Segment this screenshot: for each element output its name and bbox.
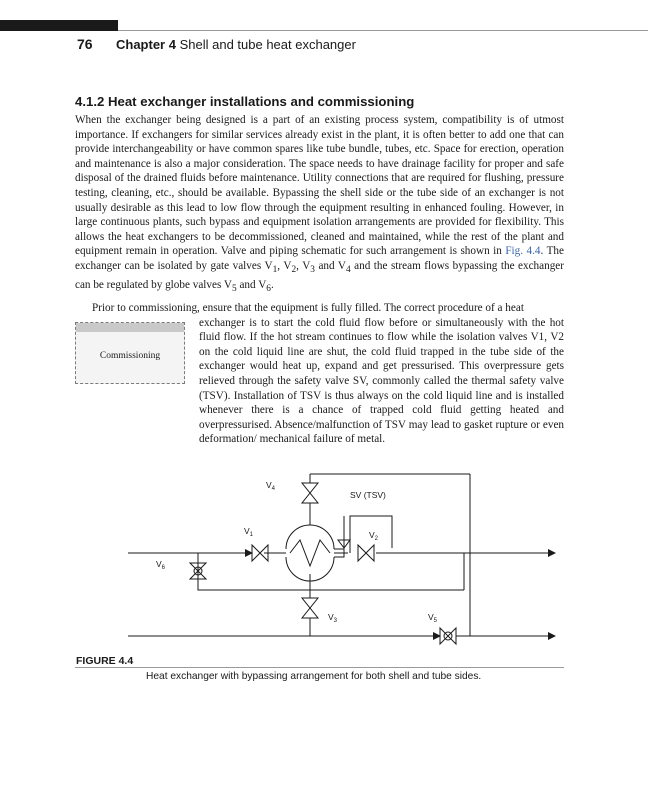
sv-valve [338, 516, 350, 548]
para1-text-c: and V [314, 259, 346, 272]
figure-label: FIGURE 4.4 [76, 655, 134, 667]
label-v1: $V_1$ [244, 526, 254, 538]
para1-text-b: . The exchanger can be isolated by gate valves V [75, 245, 564, 272]
exchanger-body [286, 525, 334, 581]
section-heading: 4.1.2 Heat exchanger installations and commissioning [75, 94, 415, 109]
label-v5: $V_5$ [428, 612, 438, 624]
paragraph-installation: When the exchanger being designed is a part of an existing process system, compatibility is of utmost importance. If exchangers for similar services already exist in the plant, it is often better to add one that can provide interchangeability or have common spares like tube bundle, tubes, etc. Space for erection, operation and maintenance is also a major consideration. The space needs to have drainage facility for proper and safe disposal of the drained fluids before maintenance. Utility connections that are required for flushing, pressure testing, cleaning, etc., should be available. Bypassing the shell side or the tube side of an exchanger is not usually desirable as this lead to low flow through the equipment resulting in enhanced fouling. However, in large continuous plants, such bypass and equipment isolation arrangements are provided for flexibility. This allows the heat exchangers to be decommissioned, cleaned and maintained, while the rest of the plant and equipment remain in operation. Valve and piping schematic for such arrangement is shown in Fig. 4.4. The exchanger can be isolated by gate valves $V_1$, $V_2$, $V_3$ and $V_4$ and the stream flows bypassing the exchanger can be regulated by globe valves $V_5$ and $V_6$. [75, 114, 564, 294]
label-v4: $V_4$ [266, 480, 276, 492]
label-v6: $V_6$ [156, 559, 166, 571]
valve-v3 [302, 598, 318, 618]
para1-text-a: When the exchanger being designed is a part of an existing process system, compatibility is of utmost importance. If exchangers for similar services already exist in the plant, it is often better to add one that can provide interchangeability or have common spares like tube bundle, tubes, etc. Space for erection, operation and maintenance is also a major consideration. The space needs to have drainage facility for proper and safe disposal of the drained fluids before maintenance. Utility connections that are required for flushing, pressure testing, cleaning, etc., should be available. Bypassing the shell side or the tube side of an exchanger is not usually desirable as this lead to low flow through the equipment resulting in enhanced fouling. However, in large continuous plants, such bypass and equipment isolation arrangements are provided for flexibility. This allows the heat exchangers to be decommissioned, cleaned and maintained, while the rest of the plant and equipment remain in operation. Valve and piping schematic for such arrangement is shown in [75, 114, 564, 258]
para2-body: exchanger is to start the cold fluid flow before or simultaneously with the hot fluid flow. If the hot stream continues to flow while the isolation valves V1, V2 on the cold liquid line are shut, the cold fluid trapped in the tube side of the exchanger would heat up, expand and get pressurised. This overpressure gets relieved through the safety valve SV, commonly called the thermal safety valve (TSV). Installation of TSV is thus always on the cold liquid line and is installed whenever there is a chance of trapped cold fluid getting heated and overpressurised. Absence/malfunction of TSV may lead to gasket rupture or even deformation/ mechanical failure of metal. [199, 316, 564, 446]
para1-text-d: and the stream flows bypassing the exchanger can be regulated by globe valves V [75, 259, 564, 291]
valve-v5 [440, 628, 456, 644]
figure-reference-link[interactable]: Fig. 4.4 [505, 245, 541, 258]
figure-caption: Heat exchanger with bypassing arrangement for both shell and tube sides. [146, 671, 482, 682]
exchanger-coil [290, 540, 330, 566]
label-v3: $V_3$ [328, 612, 338, 624]
label-v2: $V_2$ [369, 530, 379, 542]
valve-v4 [302, 483, 318, 503]
chapter-label: Chapter 4 [116, 37, 176, 52]
figure-rule [75, 667, 564, 668]
para2-line1: Prior to commissioning, ensure that the equipment is fully filled. The correct procedure of a heat [92, 302, 524, 314]
page-number: 76 [77, 36, 93, 52]
valve-v2 [358, 545, 374, 561]
margin-note-label: Commissioning [99, 351, 161, 361]
cold-bypass-line [198, 553, 464, 590]
chapter-title: Shell and tube heat exchanger [179, 37, 356, 52]
label-sv-tsv: SV (TSV) [350, 490, 386, 500]
para1-text-e: and V [236, 278, 267, 291]
